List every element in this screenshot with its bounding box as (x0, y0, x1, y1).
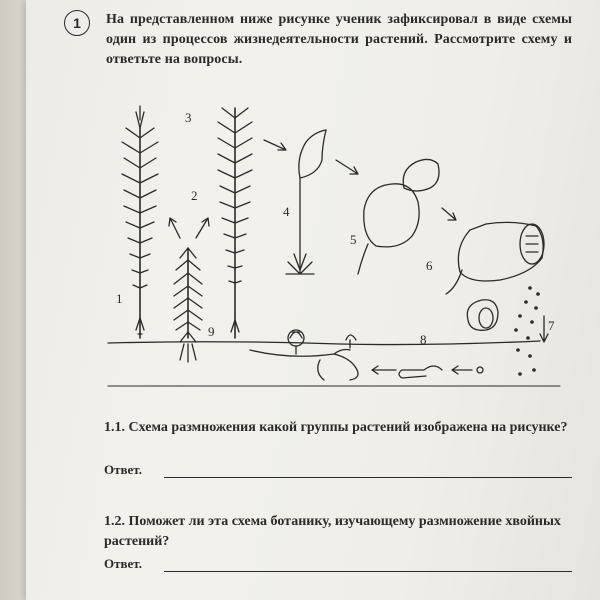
arrow-8-b (372, 366, 396, 374)
protonema (399, 366, 442, 378)
answer-row-1-2 (104, 556, 574, 576)
label-5: 5 (350, 232, 357, 247)
answer-label: Ответ. (104, 462, 142, 477)
spores (514, 286, 540, 376)
sporophyte-4 (286, 130, 326, 274)
question-1-2: 1.2. Поможет ли эта схема ботанику, изучающему размножение хвойных растений? (104, 514, 561, 549)
answer-line[interactable] (164, 477, 572, 478)
capsule-5 (358, 159, 439, 274)
moss-shoot-1 (122, 106, 158, 338)
arrow-3-to-4 (264, 140, 286, 150)
spore-germinating (477, 367, 483, 373)
arrow-2-right (196, 218, 209, 238)
label-6: 6 (426, 258, 433, 273)
capsule-lid-7 (467, 300, 498, 331)
label-4: 4 (283, 204, 290, 219)
answer-label: Ответ. (104, 556, 142, 571)
arrow-7-down (540, 316, 548, 342)
ground-line (108, 341, 540, 345)
moss-shoot-9 (174, 248, 202, 362)
task-intro-text: На представленном ниже рисунке ученик зафиксировал в виде схемы один из процессов жизнедеятельности растений. Рассмотрите схему и ответьте на вопросы. (106, 12, 572, 67)
label-2: 2 (191, 188, 198, 203)
label-8: 8 (420, 332, 427, 347)
label-3: 3 (185, 110, 192, 125)
moss-life-cycle-diagram (100, 98, 570, 398)
arrow-5-to-6 (442, 208, 456, 220)
label-7: 7 (548, 318, 555, 333)
open-capsule-6 (446, 222, 544, 294)
moss-shoot-3 (218, 108, 252, 338)
protonema-buds (250, 330, 358, 380)
arrow-4-to-5 (336, 160, 358, 174)
page-edge (0, 0, 26, 600)
task-number-badge: 1 (64, 10, 90, 36)
label-1: 1 (116, 291, 123, 306)
arrow-8-a (452, 366, 472, 374)
arrow-2-left (169, 218, 180, 238)
answer-row-1-1 (104, 462, 574, 482)
question-1-1: 1.1. Схема размножения какой группы растений изображена на рисунке? (104, 420, 568, 435)
diagram-svg (100, 98, 570, 398)
answer-line[interactable] (164, 571, 572, 572)
label-9: 9 (208, 324, 215, 339)
